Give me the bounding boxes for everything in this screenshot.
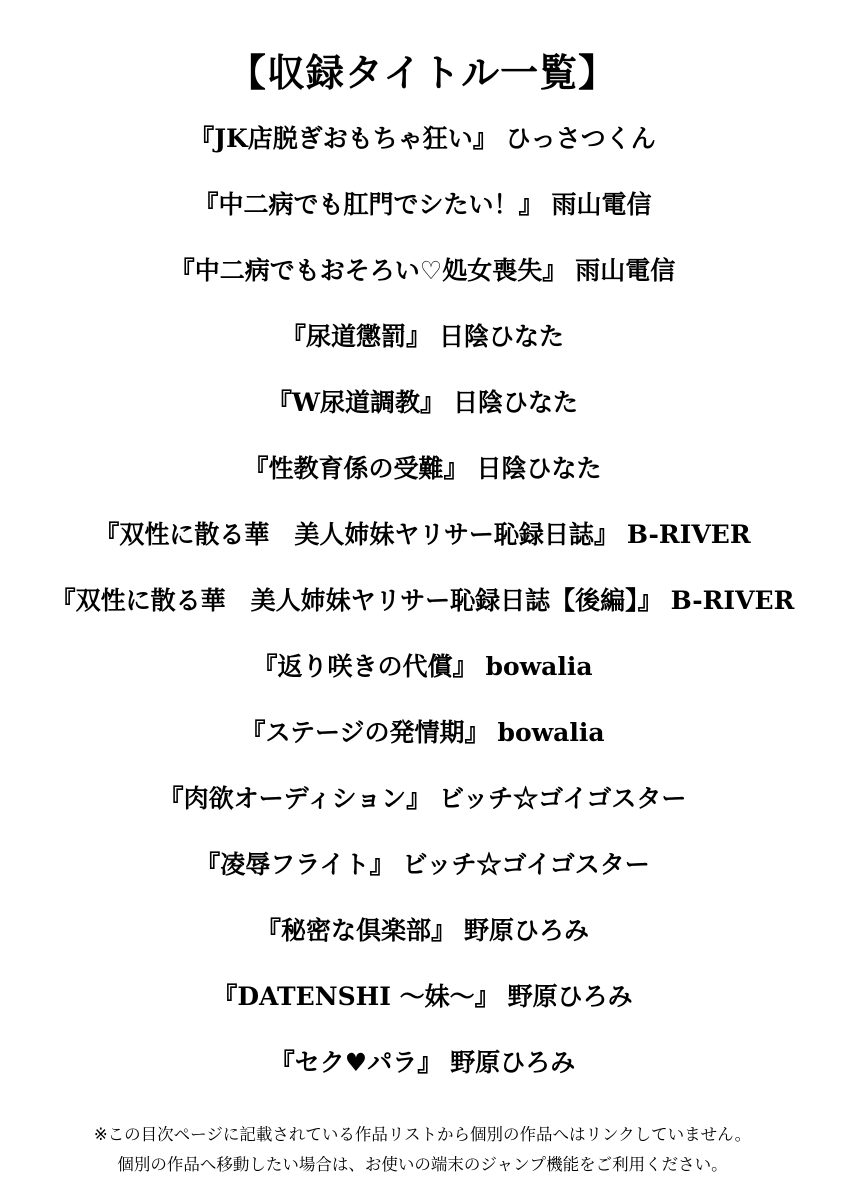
title-entry (0, 973, 845, 1039)
title-list (0, 115, 845, 1105)
title-entry (0, 1039, 845, 1105)
work-title: 『DATENSHI ～妹～』 (212, 982, 500, 1011)
work-title: 『JK店脱ぎおもちゃ狂い』 (189, 124, 498, 153)
title-entry (0, 577, 845, 643)
work-title: 『凌辱フライト』 (195, 850, 395, 879)
title-entry (0, 841, 845, 907)
work-title: 『返り咲きの代償』 (252, 652, 478, 681)
author-name: B-RIVER (670, 586, 795, 615)
page-title: 【収録タイトル一覧】 (227, 50, 618, 95)
work-title: 『肉欲オーディション』 (158, 784, 432, 813)
work-title: 『性教育係の受難』 (243, 454, 469, 483)
author-name: 日陰ひなた (439, 322, 565, 351)
title-entry (0, 907, 845, 973)
author-name: 雨山電信 (551, 190, 652, 219)
footnote (0, 1120, 845, 1180)
title-entry (0, 445, 845, 511)
author-name: ひっさつくん (505, 124, 656, 153)
title-entry (0, 379, 845, 445)
title-entry (0, 775, 845, 841)
footnote-line: ※この目次ページに記載されている作品リストから個別の作品へはリンクしていません。 (93, 1125, 752, 1144)
work-title: 『中二病でも肛門でシたい！』 (193, 190, 544, 219)
work-title: 『W尿道調教』 (266, 388, 446, 417)
footnote-line: 個別の作品へ移動したい場合は、お使いの端末のジャンプ機能をご利用ください。 (117, 1155, 728, 1174)
work-title: 『中二病でもおそろい♡処女喪失』 (169, 256, 568, 285)
work-title: 『ステージの発情期』 (240, 718, 490, 747)
title-entry (0, 247, 845, 313)
author-name: ビッチ☆ゴイゴスター (402, 850, 650, 879)
title-entry (0, 511, 845, 577)
work-title: 『セク♥パラ』 (269, 1048, 443, 1077)
author-name: bowalia (485, 652, 593, 681)
work-title: 『双性に散る華 美人姉妹ヤリサー恥録日誌』 (94, 520, 619, 549)
title-entry (0, 115, 845, 181)
author-name: 野原ひろみ (464, 916, 590, 945)
author-name: B-RIVER (626, 520, 751, 549)
work-title: 『秘密な倶楽部』 (255, 916, 456, 945)
author-name: ビッチ☆ゴイゴスター (439, 784, 687, 813)
author-name: 日陰ひなた (453, 388, 579, 417)
author-name: 野原ひろみ (507, 982, 633, 1011)
title-entry (0, 643, 845, 709)
title-entry (0, 709, 845, 775)
title-entry (0, 313, 845, 379)
author-name: bowalia (497, 718, 605, 747)
work-title: 『尿道懲罰』 (280, 322, 431, 351)
title-entry (0, 181, 845, 247)
author-name: 野原ひろみ (450, 1048, 576, 1077)
work-title: 『双性に散る華 美人姉妹ヤリサー恥録日誌【後編】』 (50, 586, 663, 615)
author-name: 雨山電信 (575, 256, 676, 285)
author-name: 日陰ひなた (476, 454, 602, 483)
